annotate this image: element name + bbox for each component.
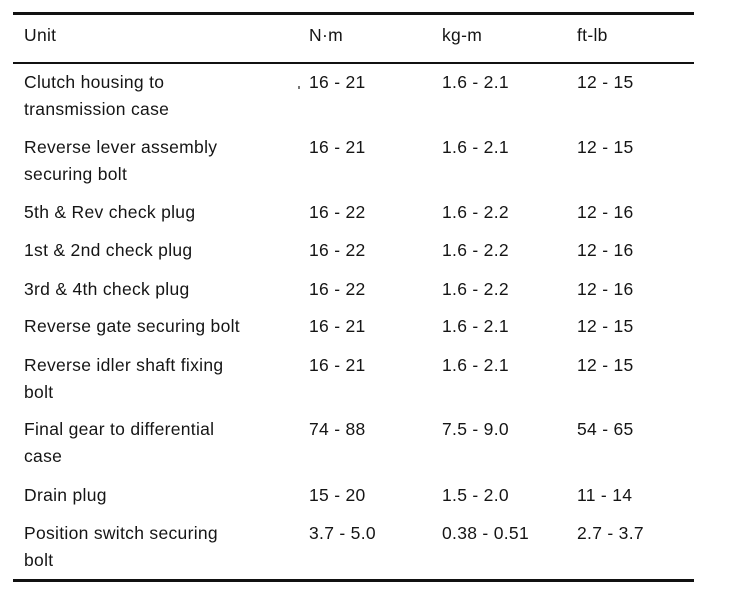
row-unit: Reverse idler shaft fixing bolt [24, 355, 224, 402]
row-kgm: 1.6 - 2.2 [442, 240, 509, 260]
table-bottom-rule [13, 579, 694, 582]
row-ftlb: 12 - 15 [577, 72, 634, 92]
row-nm: 16 - 22 [309, 279, 366, 299]
row-ftlb: 12 - 16 [577, 279, 634, 299]
row-ftlb: 12 - 15 [577, 137, 634, 157]
row-ftlb: 12 - 16 [577, 240, 634, 260]
row-kgm: 1.6 - 2.1 [442, 72, 509, 92]
row-unit: 5th & Rev check plug [24, 202, 196, 222]
row-nm: 3.7 - 5.0 [309, 523, 376, 543]
row-kgm: 1.6 - 2.1 [442, 316, 509, 336]
row-nm: 74 - 88 [309, 419, 366, 439]
table-top-rule [13, 12, 694, 15]
header-nm: N·m [309, 25, 343, 45]
row-kgm: 7.5 - 9.0 [442, 419, 509, 439]
row-kgm: 1.6 - 2.1 [442, 355, 509, 375]
row-ftlb: 54 - 65 [577, 419, 634, 439]
row-unit: Reverse lever assembly securing bolt [24, 137, 218, 184]
print-speck [298, 86, 300, 89]
row-ftlb: 12 - 16 [577, 202, 634, 222]
row-ftlb: 11 - 14 [577, 485, 633, 505]
row-unit: Clutch housing to transmission case [24, 72, 170, 119]
row-kgm: 0.38 - 0.51 [442, 523, 529, 543]
row-kgm: 1.6 - 2.1 [442, 137, 509, 157]
row-unit: Final gear to differential case [24, 419, 215, 466]
header-rule [13, 62, 694, 64]
row-unit: Position switch securing bolt [24, 523, 218, 570]
row-ftlb: 12 - 15 [577, 316, 634, 336]
row-nm: 16 - 22 [309, 240, 366, 260]
header-kgm: kg-m [442, 25, 483, 45]
row-kgm: 1.5 - 2.0 [442, 485, 509, 505]
row-nm: 15 - 20 [309, 485, 366, 505]
row-ftlb: 2.7 - 3.7 [577, 523, 644, 543]
header-ftlb: ft-lb [577, 25, 608, 45]
row-unit: Reverse gate securing bolt [24, 316, 240, 336]
row-nm: 16 - 21 [309, 137, 366, 157]
row-nm: 16 - 22 [309, 202, 366, 222]
row-unit: Drain plug [24, 485, 107, 505]
row-unit: 1st & 2nd check plug [24, 240, 193, 260]
row-nm: 16 - 21 [309, 355, 366, 375]
row-ftlb: 12 - 15 [577, 355, 634, 375]
row-kgm: 1.6 - 2.2 [442, 279, 509, 299]
header-unit: Unit [24, 25, 57, 45]
row-kgm: 1.6 - 2.2 [442, 202, 509, 222]
row-unit: 3rd & 4th check plug [24, 279, 190, 299]
row-nm: 16 - 21 [309, 316, 366, 336]
row-nm: 16 - 21 [309, 72, 366, 92]
